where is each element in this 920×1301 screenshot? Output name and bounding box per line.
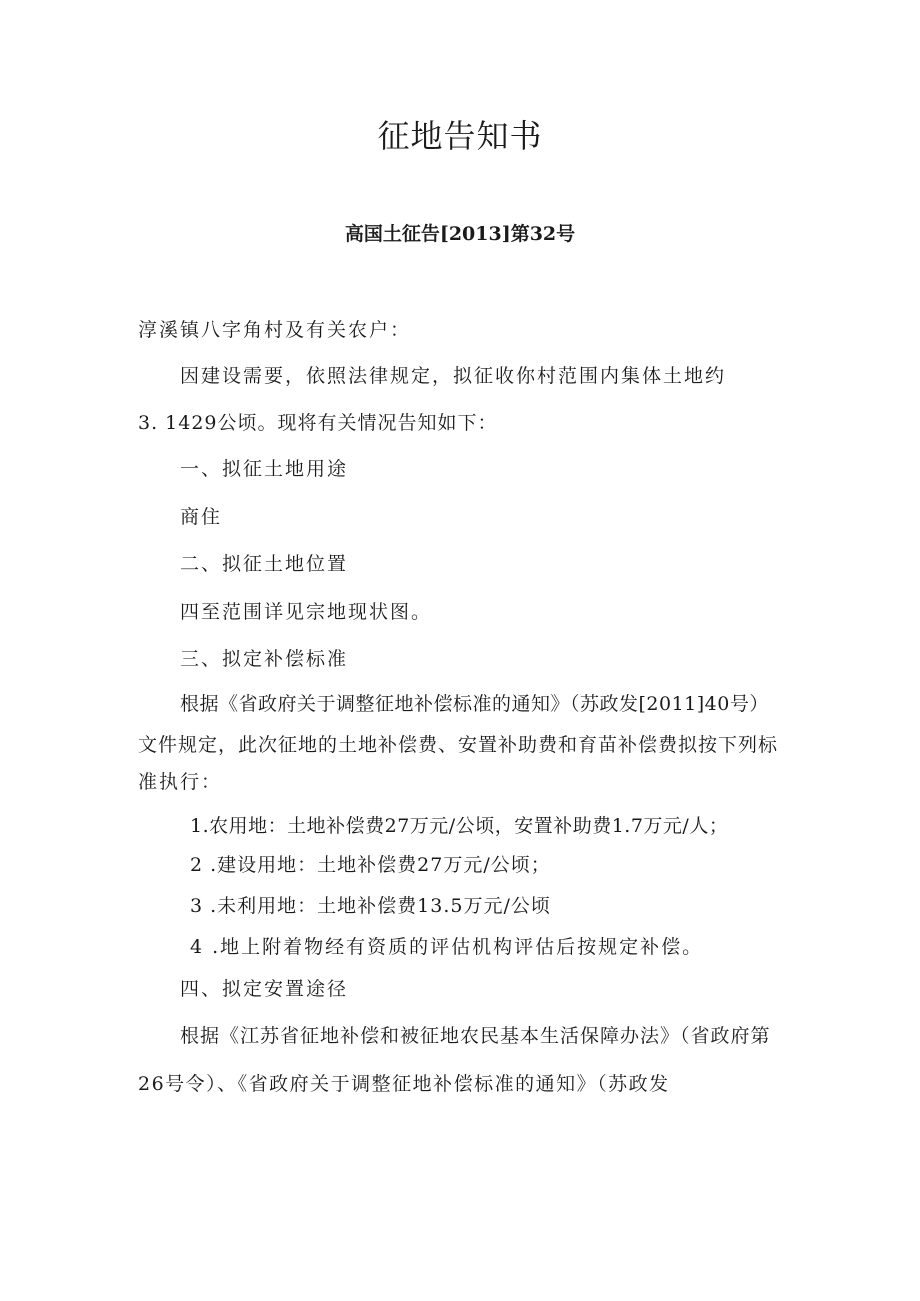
section3-paragraph-line-2: 文件规定，此次征地的土地补偿费、安置补助费和育苗补偿费拟按下列标 bbox=[138, 734, 779, 756]
section2-heading: 二、拟征土地位置 bbox=[180, 553, 349, 575]
section3-heading: 三、拟定补偿标准 bbox=[180, 648, 349, 670]
intro-line-1: 因建设需要，依照法律规定，拟征收你村范围内集体土地约 bbox=[180, 365, 727, 387]
section1-heading: 一、拟征土地用途 bbox=[180, 458, 349, 480]
section4-paragraph-line-2: 26号令）、《省政府关于调整征地补偿标准的通知》（苏政发 bbox=[138, 1073, 670, 1095]
section3-paragraph-line-1: 根据《省政府关于调整征地补偿标准的通知》（苏政发[2011]40号） bbox=[180, 693, 769, 715]
document-number: 高国土征告[2013]第32号 bbox=[344, 223, 576, 245]
addressee: 淳溪镇八字角村及有关农户： bbox=[138, 319, 412, 341]
section3-paragraph-line-3: 准执行： bbox=[138, 771, 223, 793]
intro-line-2: 3. 1429公顷。现将有关情况告知如下： bbox=[138, 412, 498, 434]
document-title: 征地告知书 bbox=[377, 117, 543, 155]
section1-body: 商住 bbox=[180, 506, 223, 528]
section4-paragraph-line-1: 根据《江苏省征地补偿和被征地农民基本生活保障办法》（省政府第 bbox=[180, 1025, 771, 1047]
standard-item-4: 4 .地上附着物经有资质的评估机构评估后按规定补偿。 bbox=[190, 936, 704, 958]
standard-item-3: 3 .未利用地：土地补偿费13.5万元/公顷 bbox=[190, 895, 551, 917]
standard-item-2: 2 .建设用地：土地补偿费27万元/公顷； bbox=[190, 854, 551, 876]
section4-heading: 四、拟定安置途径 bbox=[180, 978, 349, 1000]
standard-item-1: 1.农用地：土地补偿费27万元/公顷，安置补助费1.7万元/人； bbox=[190, 815, 729, 837]
section2-body: 四至范围详见宗地现状图。 bbox=[180, 601, 433, 623]
